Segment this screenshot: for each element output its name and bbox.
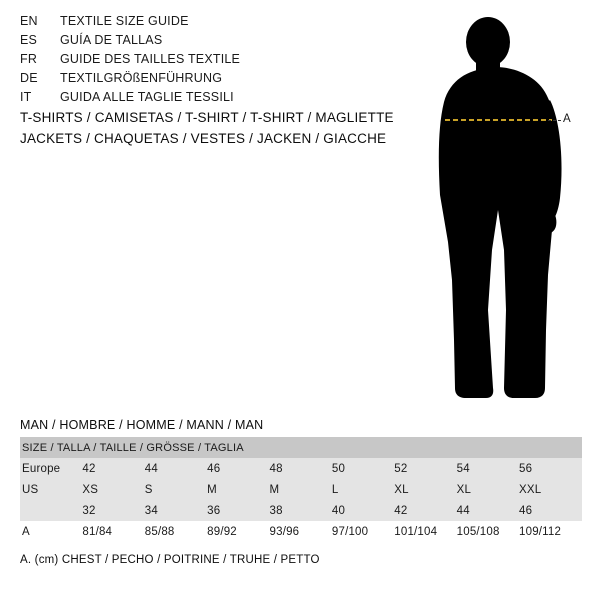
row-label (20, 500, 82, 521)
table-cell: 81/84 (82, 521, 144, 542)
category-tshirts: T-SHIRTS / CAMISETAS / T-SHIRT / T-SHIRT / MAGLIETTE (20, 110, 394, 125)
table-cell: 50 (332, 458, 394, 479)
size-table (20, 437, 582, 542)
row-label: A (20, 521, 82, 542)
table-cell: 42 (82, 458, 144, 479)
table-header-row (20, 437, 582, 458)
table-cell: 105/108 (457, 521, 519, 542)
table-cell: 42 (394, 500, 456, 521)
table-cell: M (207, 479, 269, 500)
table-cell: 34 (145, 500, 207, 521)
language-code: EN (20, 14, 38, 28)
measure-leader-line (548, 120, 561, 121)
table-cell: 85/88 (145, 521, 207, 542)
table-row (20, 458, 582, 479)
language-title: GUÍA DE TALLAS (60, 33, 163, 47)
table-footnote: A. (cm) CHEST / PECHO / POITRINE / TRUHE / PETTO (20, 554, 320, 566)
table-row (20, 500, 582, 521)
table-cell: M (270, 479, 332, 500)
category-list (20, 110, 420, 152)
table-cell: 36 (207, 500, 269, 521)
table-cell: 56 (519, 458, 582, 479)
table-cell: 48 (270, 458, 332, 479)
table-cell: 46 (519, 500, 582, 521)
category-jackets: JACKETS / CHAQUETAS / VESTES / JACKEN / GIACCHE (20, 131, 387, 146)
language-title: GUIDA ALLE TAGLIE TESSILI (60, 90, 234, 104)
table-row (20, 521, 582, 542)
language-code: DE (20, 71, 38, 85)
measure-label-a: A (563, 113, 572, 125)
table-cell: XS (82, 479, 144, 500)
size-table-section (20, 418, 582, 566)
table-cell: 93/96 (270, 521, 332, 542)
table-cell: XL (457, 479, 519, 500)
table-cell: 44 (457, 500, 519, 521)
male-torso-silhouette-icon (400, 10, 600, 410)
language-list (20, 14, 380, 109)
table-cell: XL (394, 479, 456, 500)
language-row (20, 33, 380, 52)
table-cell: L (332, 479, 394, 500)
table-cell: 44 (145, 458, 207, 479)
table-header-label: SIZE / TALLA / TAILLE / GRÖSSE / TAGLIA (20, 437, 582, 458)
table-cell: 101/104 (394, 521, 456, 542)
language-title: GUIDE DES TAILLES TEXTILE (60, 52, 241, 66)
table-cell: 109/112 (519, 521, 582, 542)
table-cell: 89/92 (207, 521, 269, 542)
table-cell: 97/100 (332, 521, 394, 542)
language-title: TEXTILE SIZE GUIDE (60, 14, 189, 28)
language-code: FR (20, 52, 38, 66)
row-label: US (20, 479, 82, 500)
table-cell: 54 (457, 458, 519, 479)
table-cell: 32 (82, 500, 144, 521)
table-cell: 52 (394, 458, 456, 479)
table-cell: XXL (519, 479, 582, 500)
language-row (20, 14, 380, 33)
figure-illustration (400, 10, 600, 410)
language-title: TEXTILGRÖßENFÜHRUNG (60, 71, 223, 85)
language-row (20, 90, 380, 109)
table-cell: 46 (207, 458, 269, 479)
table-cell: 38 (270, 500, 332, 521)
table-row (20, 479, 582, 500)
language-code: ES (20, 33, 38, 47)
table-cell: 40 (332, 500, 394, 521)
table-title: MAN / HOMBRE / HOMME / MANN / MAN (20, 418, 264, 432)
language-row (20, 52, 380, 71)
language-code: IT (20, 90, 32, 104)
row-label: Europe (20, 458, 82, 479)
table-cell: S (145, 479, 207, 500)
language-row (20, 71, 380, 90)
